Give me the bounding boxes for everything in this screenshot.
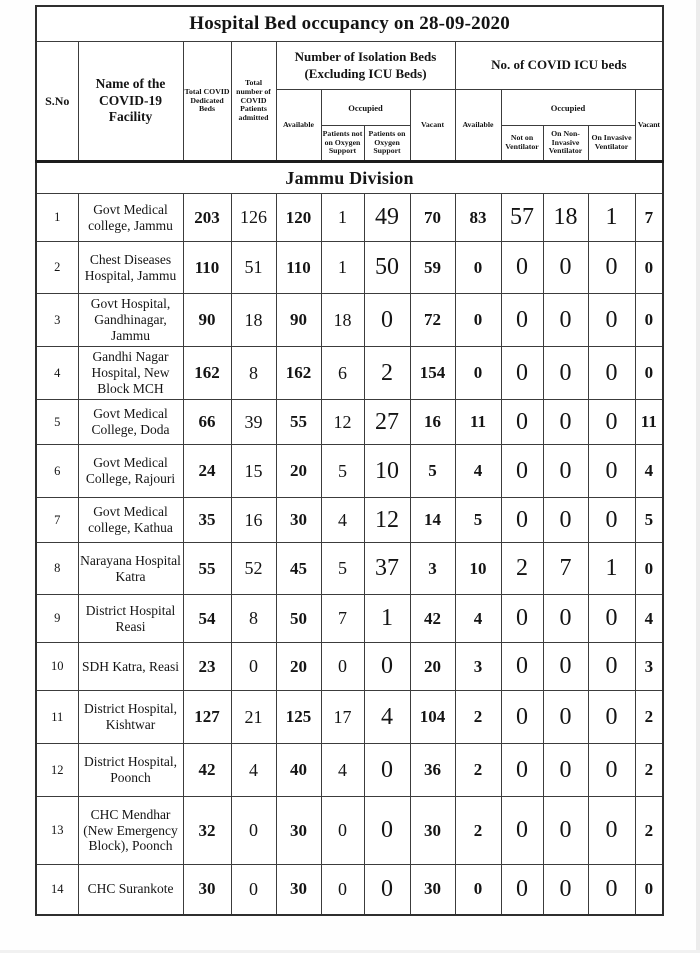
value-cell: 90 — [183, 294, 231, 347]
value-cell: 18 — [543, 194, 588, 242]
value-cell: 104 — [410, 691, 455, 744]
value-cell: 2 — [501, 543, 543, 595]
table-body — [36, 194, 663, 915]
value-cell: 42 — [183, 744, 231, 797]
value-cell: 0 — [543, 347, 588, 400]
value-cell: 90 — [276, 294, 321, 347]
value-cell: 7 — [321, 595, 364, 643]
row-sno: 14 — [36, 865, 78, 915]
value-cell: 0 — [455, 242, 501, 294]
value-cell: 0 — [231, 865, 276, 915]
row-sno: 10 — [36, 643, 78, 691]
value-cell: 0 — [501, 347, 543, 400]
value-cell: 4 — [455, 445, 501, 498]
value-cell: 8 — [231, 595, 276, 643]
value-cell: 3 — [410, 543, 455, 595]
value-cell: 0 — [588, 744, 635, 797]
table-row — [36, 294, 663, 347]
value-cell: 0 — [231, 797, 276, 865]
column-header-icu-vacant: Vacant — [635, 90, 663, 162]
value-cell: 0 — [588, 294, 635, 347]
column-header-on-oxygen: Patients on Oxygen Support — [364, 126, 410, 162]
value-cell: 0 — [321, 797, 364, 865]
value-cell: 50 — [364, 242, 410, 294]
value-cell: 0 — [543, 242, 588, 294]
value-cell: 5 — [635, 498, 663, 543]
value-cell: 0 — [543, 595, 588, 643]
column-header-iso-occupied: Occupied — [321, 90, 410, 126]
value-cell: 0 — [588, 797, 635, 865]
value-cell: 18 — [321, 294, 364, 347]
facility-name: SDH Katra, Reasi — [78, 643, 183, 691]
value-cell: 162 — [276, 347, 321, 400]
column-group-isolation-beds: Number of Isolation Beds (Excluding ICU Beds) — [276, 42, 455, 90]
value-cell: 0 — [588, 691, 635, 744]
facility-name: Govt Medical college, Jammu — [78, 194, 183, 242]
column-header-invasive-ventilator: On Invasive Ventilator — [588, 126, 635, 162]
value-cell: 52 — [231, 543, 276, 595]
value-cell: 30 — [276, 865, 321, 915]
value-cell: 30 — [276, 797, 321, 865]
value-cell: 0 — [501, 242, 543, 294]
value-cell: 0 — [501, 400, 543, 445]
facility-name: Gandhi Nagar Hospital, New Block MCH — [78, 347, 183, 400]
facility-name: CHC Mendhar (New Emergency Block), Poonch — [78, 797, 183, 865]
row-sno: 5 — [36, 400, 78, 445]
value-cell: 0 — [455, 347, 501, 400]
column-header-not-on-ventilator: Not on Ventilator — [501, 126, 543, 162]
title-row — [36, 6, 663, 42]
value-cell: 0 — [501, 865, 543, 915]
row-sno: 3 — [36, 294, 78, 347]
value-cell: 7 — [635, 194, 663, 242]
facility-name: Chest Diseases Hospital, Jammu — [78, 242, 183, 294]
value-cell: 203 — [183, 194, 231, 242]
column-header-total-beds: Total COVID Dedicated Beds — [183, 42, 231, 162]
value-cell: 0 — [588, 445, 635, 498]
value-cell: 20 — [410, 643, 455, 691]
value-cell: 70 — [410, 194, 455, 242]
value-cell: 0 — [321, 643, 364, 691]
header-row-groups — [36, 42, 663, 90]
facility-name: Govt Medical College, Doda — [78, 400, 183, 445]
value-cell: 0 — [501, 595, 543, 643]
value-cell: 32 — [183, 797, 231, 865]
value-cell: 11 — [635, 400, 663, 445]
table-row — [36, 797, 663, 865]
value-cell: 55 — [183, 543, 231, 595]
table-row — [36, 400, 663, 445]
scan-edge — [696, 0, 700, 953]
value-cell: 0 — [588, 643, 635, 691]
value-cell: 5 — [321, 543, 364, 595]
facility-name: District Hospital Reasi — [78, 595, 183, 643]
value-cell: 0 — [364, 294, 410, 347]
value-cell: 1 — [321, 194, 364, 242]
value-cell: 0 — [501, 797, 543, 865]
value-cell: 0 — [501, 445, 543, 498]
value-cell: 3 — [635, 643, 663, 691]
value-cell: 0 — [501, 691, 543, 744]
value-cell: 30 — [276, 498, 321, 543]
value-cell: 2 — [635, 744, 663, 797]
facility-name: District Hospital, Poonch — [78, 744, 183, 797]
value-cell: 0 — [455, 865, 501, 915]
table-row — [36, 445, 663, 498]
value-cell: 0 — [364, 643, 410, 691]
value-cell: 1 — [364, 595, 410, 643]
value-cell: 57 — [501, 194, 543, 242]
value-cell: 23 — [183, 643, 231, 691]
row-sno: 12 — [36, 744, 78, 797]
value-cell: 0 — [501, 744, 543, 797]
value-cell: 0 — [321, 865, 364, 915]
value-cell: 162 — [183, 347, 231, 400]
value-cell: 1 — [588, 194, 635, 242]
value-cell: 0 — [501, 294, 543, 347]
value-cell: 3 — [455, 643, 501, 691]
section-header: Jammu Division — [36, 162, 663, 194]
column-header-icu-occupied: Occupied — [501, 90, 635, 126]
bed-occupancy-table — [35, 5, 664, 916]
value-cell: 59 — [410, 242, 455, 294]
page-title: Hospital Bed occupancy on 28-09-2020 — [36, 6, 663, 42]
value-cell: 7 — [543, 543, 588, 595]
value-cell: 110 — [276, 242, 321, 294]
value-cell: 30 — [410, 865, 455, 915]
table-row — [36, 865, 663, 915]
value-cell: 20 — [276, 445, 321, 498]
value-cell: 0 — [635, 242, 663, 294]
value-cell: 2 — [455, 744, 501, 797]
value-cell: 2 — [455, 797, 501, 865]
value-cell: 12 — [364, 498, 410, 543]
row-sno: 9 — [36, 595, 78, 643]
column-header-iso-vacant: Vacant — [410, 90, 455, 162]
value-cell: 20 — [276, 643, 321, 691]
value-cell: 4 — [231, 744, 276, 797]
value-cell: 0 — [364, 744, 410, 797]
value-cell: 0 — [543, 643, 588, 691]
value-cell: 11 — [455, 400, 501, 445]
value-cell: 0 — [588, 347, 635, 400]
value-cell: 0 — [543, 445, 588, 498]
value-cell: 16 — [231, 498, 276, 543]
value-cell: 1 — [588, 543, 635, 595]
row-sno: 2 — [36, 242, 78, 294]
column-header-non-invasive-ventilator: On Non-Invasive Ventilator — [543, 126, 588, 162]
value-cell: 0 — [543, 797, 588, 865]
value-cell: 83 — [455, 194, 501, 242]
table-row — [36, 643, 663, 691]
value-cell: 30 — [183, 865, 231, 915]
facility-name: District Hospital, Kishtwar — [78, 691, 183, 744]
column-header-icu-available: Available — [455, 90, 501, 162]
facility-name: Govt Medical College, Rajouri — [78, 445, 183, 498]
value-cell: 2 — [635, 691, 663, 744]
value-cell: 36 — [410, 744, 455, 797]
value-cell: 0 — [543, 294, 588, 347]
value-cell: 0 — [501, 643, 543, 691]
facility-name: Narayana Hospital Katra — [78, 543, 183, 595]
value-cell: 72 — [410, 294, 455, 347]
section-header-row — [36, 162, 663, 194]
value-cell: 4 — [364, 691, 410, 744]
column-header-iso-available: Available — [276, 90, 321, 162]
value-cell: 154 — [410, 347, 455, 400]
value-cell: 0 — [231, 643, 276, 691]
value-cell: 0 — [364, 797, 410, 865]
value-cell: 0 — [588, 865, 635, 915]
value-cell: 2 — [455, 691, 501, 744]
value-cell: 66 — [183, 400, 231, 445]
value-cell: 51 — [231, 242, 276, 294]
row-sno: 4 — [36, 347, 78, 400]
column-header-facility: Name of the COVID-19 Facility — [78, 42, 183, 162]
value-cell: 0 — [543, 400, 588, 445]
value-cell: 0 — [364, 865, 410, 915]
value-cell: 0 — [588, 242, 635, 294]
value-cell: 42 — [410, 595, 455, 643]
value-cell: 125 — [276, 691, 321, 744]
value-cell: 0 — [543, 865, 588, 915]
value-cell: 5 — [410, 445, 455, 498]
value-cell: 14 — [410, 498, 455, 543]
value-cell: 0 — [543, 744, 588, 797]
value-cell: 0 — [588, 400, 635, 445]
value-cell: 16 — [410, 400, 455, 445]
value-cell: 0 — [635, 347, 663, 400]
value-cell: 0 — [501, 498, 543, 543]
value-cell: 40 — [276, 744, 321, 797]
value-cell: 5 — [455, 498, 501, 543]
column-header-admitted: Total number of COVID Patients admitted — [231, 42, 276, 162]
value-cell: 18 — [231, 294, 276, 347]
value-cell: 4 — [635, 445, 663, 498]
value-cell: 8 — [231, 347, 276, 400]
value-cell: 0 — [588, 595, 635, 643]
column-header-sno: S.No — [36, 42, 78, 162]
table-row — [36, 242, 663, 294]
value-cell: 0 — [543, 691, 588, 744]
facility-name: Govt Medical college, Kathua — [78, 498, 183, 543]
value-cell: 6 — [321, 347, 364, 400]
value-cell: 24 — [183, 445, 231, 498]
value-cell: 27 — [364, 400, 410, 445]
value-cell: 37 — [364, 543, 410, 595]
value-cell: 0 — [635, 865, 663, 915]
value-cell: 39 — [231, 400, 276, 445]
row-sno: 11 — [36, 691, 78, 744]
value-cell: 12 — [321, 400, 364, 445]
value-cell: 5 — [321, 445, 364, 498]
value-cell: 127 — [183, 691, 231, 744]
value-cell: 17 — [321, 691, 364, 744]
value-cell: 0 — [635, 294, 663, 347]
facility-name: Govt Hospital, Gandhinagar, Jammu — [78, 294, 183, 347]
row-sno: 1 — [36, 194, 78, 242]
value-cell: 21 — [231, 691, 276, 744]
value-cell: 110 — [183, 242, 231, 294]
value-cell: 4 — [635, 595, 663, 643]
value-cell: 50 — [276, 595, 321, 643]
value-cell: 4 — [455, 595, 501, 643]
row-sno: 13 — [36, 797, 78, 865]
value-cell: 0 — [588, 498, 635, 543]
table-row — [36, 194, 663, 242]
row-sno: 8 — [36, 543, 78, 595]
value-cell: 54 — [183, 595, 231, 643]
value-cell: 10 — [455, 543, 501, 595]
value-cell: 0 — [455, 294, 501, 347]
value-cell: 15 — [231, 445, 276, 498]
value-cell: 35 — [183, 498, 231, 543]
value-cell: 4 — [321, 744, 364, 797]
value-cell: 0 — [543, 498, 588, 543]
value-cell: 30 — [410, 797, 455, 865]
value-cell: 126 — [231, 194, 276, 242]
value-cell: 10 — [364, 445, 410, 498]
value-cell: 4 — [321, 498, 364, 543]
value-cell: 55 — [276, 400, 321, 445]
table-row — [36, 543, 663, 595]
column-group-icu-beds: No. of COVID ICU beds — [455, 42, 663, 90]
table-row — [36, 498, 663, 543]
value-cell: 1 — [321, 242, 364, 294]
value-cell: 120 — [276, 194, 321, 242]
table-row — [36, 744, 663, 797]
value-cell: 45 — [276, 543, 321, 595]
row-sno: 6 — [36, 445, 78, 498]
column-header-not-on-oxygen: Patients not on Oxygen Support — [321, 126, 364, 162]
table-row — [36, 691, 663, 744]
value-cell: 2 — [364, 347, 410, 400]
value-cell: 49 — [364, 194, 410, 242]
facility-name: CHC Surankote — [78, 865, 183, 915]
row-sno: 7 — [36, 498, 78, 543]
value-cell: 0 — [635, 543, 663, 595]
table-row — [36, 595, 663, 643]
value-cell: 2 — [635, 797, 663, 865]
table-row — [36, 347, 663, 400]
